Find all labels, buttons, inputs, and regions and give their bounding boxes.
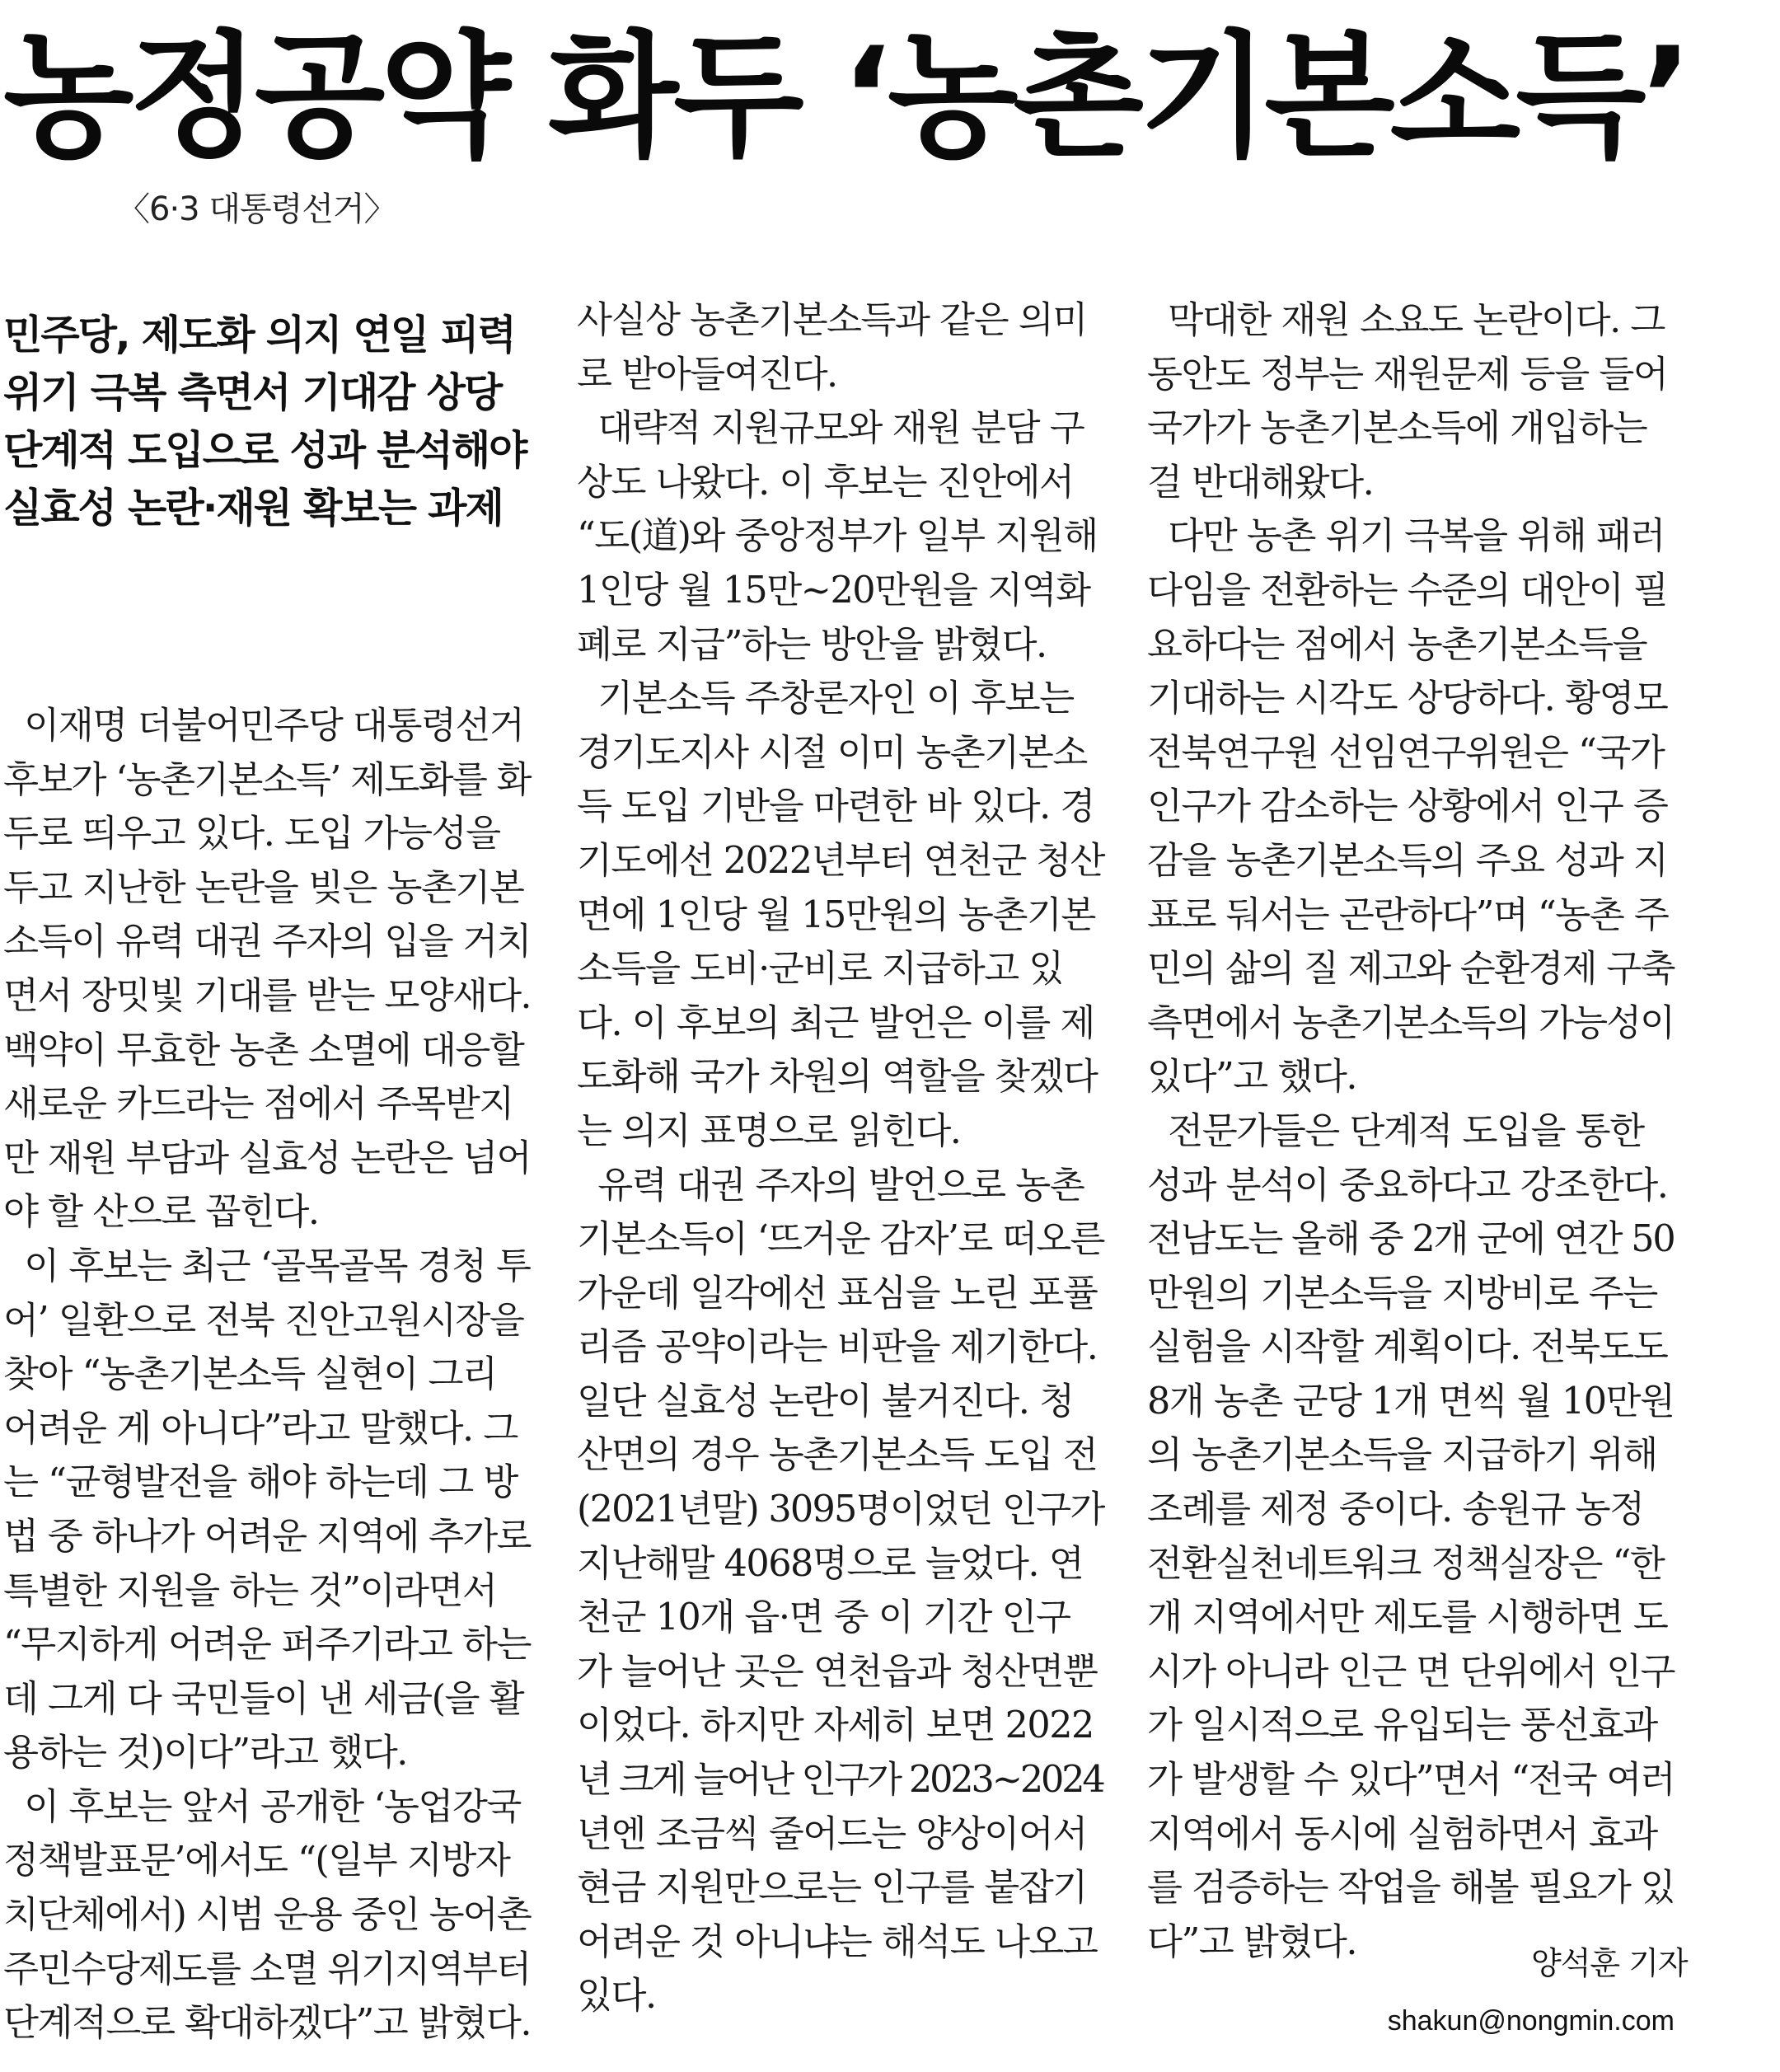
reporter-email[interactable]: shakun@nongmin.com <box>1387 2005 1675 2037</box>
body-line: 천군 10개 읍·면 중 이 기간 인구 <box>577 1596 1070 1639</box>
body-line: 치단체에서) 시범 운용 중인 농어촌 <box>3 1894 531 1937</box>
body-line: 국가가 농촌기본소득에 개입하는 <box>1147 407 1647 450</box>
body-line: “도(道)와 중앙정부가 일부 지원해 <box>577 515 1098 558</box>
body-line: (2021년말) 3095명이었던 인구가 <box>577 1488 1104 1531</box>
body-line: 현금 지원만으로는 인구를 붙잡기 <box>577 1867 1087 1910</box>
body-line: 새로운 카드라는 점에서 주목받지 <box>3 1083 513 1126</box>
body-line: 리즘 공약이라는 비판을 제기한다. <box>577 1326 1098 1369</box>
body-line: 막대한 재원 소요도 논란이다. 그 <box>1147 299 1665 341</box>
body-line: 유력 대권 주자의 발언으로 농촌 <box>577 1164 1084 1207</box>
body-line: 가운데 일각에선 표심을 노린 포퓰 <box>577 1272 1098 1315</box>
body-line: 만원의 기본소득을 지방비로 주는 <box>1147 1272 1657 1315</box>
body-line: 전남도는 올해 중 2개 군에 연간 50 <box>1147 1218 1675 1261</box>
body-line: 이 후보는 앞서 공개한 ‘농업강국 <box>3 1785 521 1828</box>
body-line: 용하는 것)이다”라고 했다. <box>3 1732 407 1774</box>
body-line: 경기도지사 시절 이미 농촌기본소 <box>577 731 1087 774</box>
body-line: 백약이 무효한 농촌 소멸에 대응할 <box>3 1029 524 1071</box>
body-line: 감을 농촌기본소득의 주요 성과 지 <box>1147 839 1668 882</box>
body-line: 전문가들은 단계적 도입을 통한 <box>1147 1109 1644 1152</box>
body-line: 법 중 하나가 어려운 지역에 추가로 <box>3 1515 531 1558</box>
body-line: 가 발생할 수 있다”면서 “전국 여러 <box>1147 1759 1675 1802</box>
body-line: 이재명 더불어민주당 대통령선거 <box>3 705 524 747</box>
body-line: 찾아 “농촌기본소득 실현이 그리 <box>3 1353 497 1396</box>
column-2-body <box>577 293 1104 2023</box>
body-line: 있다”고 했다. <box>1147 1056 1356 1099</box>
body-line: 특별한 지원을 하는 것”이라면서 <box>3 1569 497 1612</box>
body-line: 면서 장밋빛 기대를 받는 모양새다. <box>3 974 531 1017</box>
column-2 <box>577 293 1104 2023</box>
body-line: 지역에서 동시에 실험하면서 효과 <box>1147 1812 1657 1855</box>
body-line: 다”고 밝혔다. <box>1147 1920 1356 1963</box>
body-line: 데 그게 다 국민들이 낸 세금(을 활 <box>3 1677 524 1720</box>
body-line: 있다. <box>577 1975 656 2018</box>
body-line: 로 받아들여진다. <box>577 353 837 396</box>
subheadline: 위기 극복 측면서 기대감 상당 <box>3 369 502 416</box>
headline: 농정공약 화두 ‘농촌기본소득’ <box>3 18 1688 176</box>
body-line: 산면의 경우 농촌기본소득 도입 전 <box>577 1434 1098 1477</box>
body-line: 를 검증하는 작업을 해볼 필요가 있 <box>1147 1867 1675 1910</box>
body-line: 두로 띄우고 있다. 도입 가능성을 <box>3 813 500 856</box>
body-line: 가 늘어난 곳은 연천읍과 청산면뿐 <box>577 1650 1098 1693</box>
body-line: 면에 1인당 월 15만원의 농촌기본 <box>577 893 1095 936</box>
body-line: 전환실천네트워크 정책실장은 “한 <box>1147 1542 1665 1585</box>
body-line: 조례를 제정 중이다. 송원규 농정 <box>1147 1488 1644 1531</box>
body-line: 의 농촌기본소득을 지급하기 위해 <box>1147 1434 1657 1477</box>
body-line: 소득을 도비·군비로 지급하고 있 <box>577 948 1063 991</box>
body-line: 소득이 유력 대권 주자의 입을 거치 <box>3 921 531 963</box>
column-3 <box>1147 293 1675 1969</box>
body-line: 기도에선 2022년부터 연천군 청산 <box>577 839 1104 882</box>
body-line: “무지하게 어려운 퍼주기라고 하는 <box>3 1624 532 1667</box>
body-line: 인구가 감소하는 상황에서 인구 증 <box>1147 785 1668 828</box>
subheadlines <box>3 307 531 537</box>
body-line: 득 도입 기반을 마련한 바 있다. 경 <box>577 785 1094 828</box>
column-1 <box>3 307 531 2051</box>
body-line: 시가 아니라 인근 면 단위에서 인구 <box>1147 1650 1675 1693</box>
subheadline: 실효성 논란·재원 확보는 과제 <box>3 485 503 532</box>
body-line: 기본소득이 ‘뜨거운 감자’로 떠오른 <box>577 1218 1104 1261</box>
body-line: 표로 둬서는 곤란하다”며 “농촌 주 <box>1147 893 1669 936</box>
body-line: 어’ 일환으로 전북 진안고원시장을 <box>3 1299 524 1342</box>
body-line: 일단 실효성 논란이 불거진다. 청 <box>577 1380 1074 1423</box>
body-line: 이었다. 하지만 자세히 보면 2022 <box>577 1704 1094 1747</box>
body-line: 폐로 지급”하는 방안을 밝혔다. <box>577 623 1047 666</box>
body-line: 정책발표문’에서도 “(일부 지방자 <box>3 1840 510 1882</box>
body-line: 측면에서 농촌기본소득의 가능성이 <box>1147 1001 1675 1044</box>
body-line: 야 할 산으로 꼽힌다. <box>3 1191 319 1234</box>
body-line: 는 의지 표명으로 읽힌다. <box>577 1109 961 1152</box>
body-line: 동안도 정부는 재원문제 등을 들어 <box>1147 353 1668 396</box>
body-line: 년엔 조금씩 줄어드는 양상이어서 <box>577 1812 1087 1855</box>
body-line: 두고 지난한 논란을 빚은 농촌기본 <box>3 866 524 909</box>
body-line: 8개 농촌 군당 1개 면씩 월 10만원 <box>1147 1380 1675 1423</box>
body-line: 주민수당제도를 소멸 위기지역부터 <box>3 1948 531 1990</box>
body-line: 이 후보는 최근 ‘골목골목 경청 투 <box>3 1245 531 1287</box>
subheadline: 단계적 도입으로 성과 분석해야 <box>3 427 527 474</box>
body-line: 가 일시적으로 유입되는 풍선효과 <box>1147 1704 1657 1747</box>
body-line: 는 “균형발전을 해야 하는데 그 방 <box>3 1461 518 1504</box>
body-line: 도화해 국가 차원의 역할을 찾겠다 <box>577 1056 1098 1099</box>
body-line: 어려운 게 아니다”라고 말했다. 그 <box>3 1407 518 1450</box>
byline: 양석훈 기자 <box>1531 1945 1688 1981</box>
body-line: 성과 분석이 중요하다고 강조한다. <box>1147 1164 1668 1207</box>
body-line: 다만 농촌 위기 극복을 위해 패러 <box>1147 515 1665 558</box>
body-line: 상도 나왔다. 이 후보는 진안에서 <box>577 461 1074 504</box>
body-line: 기본소득 주창론자인 이 후보는 <box>577 677 1074 720</box>
body-line: 실험을 시작할 계획이다. 전북도도 <box>1147 1326 1668 1369</box>
body-line: 전북연구원 선임연구위원은 “국가 <box>1147 731 1665 774</box>
body-line: 대략적 지원규모와 재원 분담 구 <box>577 407 1084 450</box>
subheadline: 민주당, 제도화 의지 연일 피력 <box>3 312 515 359</box>
body-line: 만 재원 부담과 실효성 논란은 넘어 <box>3 1137 531 1179</box>
body-line: 단계적으로 확대하겠다”고 밝혔다. <box>3 2002 532 2045</box>
body-line: 사실상 농촌기본소득과 같은 의미 <box>577 299 1087 341</box>
body-line: 요하다는 점에서 농촌기본소득을 <box>1147 623 1647 666</box>
body-line: 기대하는 시각도 상당하다. 황영모 <box>1147 677 1668 720</box>
body-line: 1인당 월 15만∼20만원을 지역화 <box>577 569 1090 612</box>
body-line: 년 크게 늘어난 인구가 2023∼2024 <box>577 1759 1103 1802</box>
body-line: 다. 이 후보의 최근 발언은 이를 제 <box>577 1001 1094 1044</box>
body-line: 민의 삶의 질 제고와 순환경제 구축 <box>1147 948 1675 991</box>
body-line: 후보가 ‘농촌기본소득’ 제도화를 화 <box>3 758 531 801</box>
column-1-body <box>3 699 531 2051</box>
body-line: 걸 반대해왔다. <box>1147 461 1374 504</box>
body-line: 다임을 전환하는 수준의 대안이 필 <box>1147 569 1668 612</box>
series-label: 〈6·3 대통령선거〉 <box>117 190 396 228</box>
body-line: 개 지역에서만 제도를 시행하면 도 <box>1147 1596 1668 1639</box>
body-line: 어려운 것 아니냐는 해석도 나오고 <box>577 1920 1098 1963</box>
body-line: 지난해말 4068명으로 늘었다. 연 <box>577 1542 1084 1585</box>
column-3-body <box>1147 293 1675 1969</box>
